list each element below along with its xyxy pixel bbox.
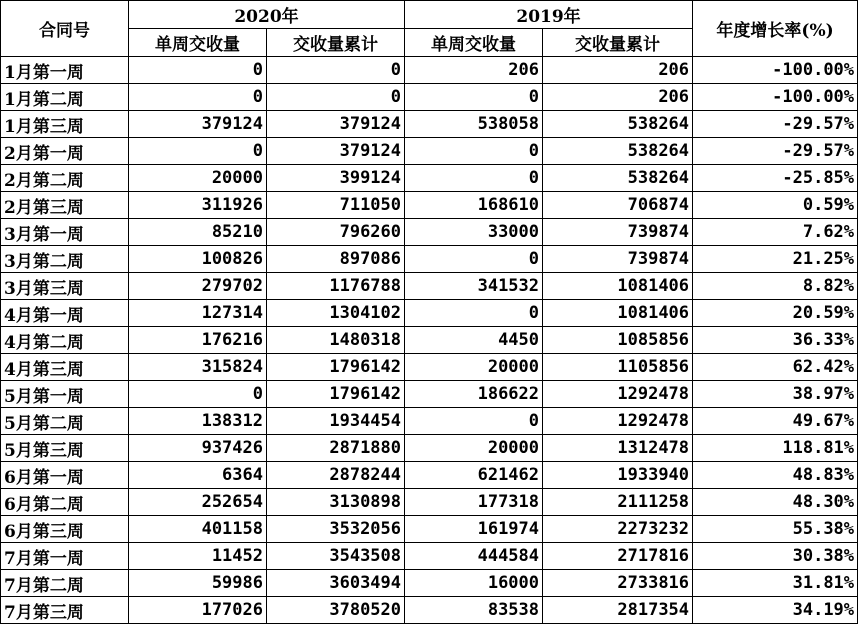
contract-cell[interactable]: 3月第三周: [1, 273, 129, 300]
contract-cell[interactable]: 4月第一周: [1, 300, 129, 327]
cumulative-2020-header[interactable]: 交收量累计: [267, 29, 405, 57]
weekly-2020-cell[interactable]: 401158: [129, 516, 267, 543]
table-row: [1, 381, 858, 408]
cumulative-2020-cell[interactable]: 3603494: [267, 570, 405, 597]
weekly-2020-cell[interactable]: 85210: [129, 219, 267, 246]
table-row: [1, 219, 858, 246]
contract-cell[interactable]: 7月第三周: [1, 597, 129, 624]
cumulative-2020-cell[interactable]: 2871880: [267, 435, 405, 462]
cumulative-2019-cell[interactable]: 2717816: [543, 543, 693, 570]
cumulative-2019-cell[interactable]: 1933940: [543, 462, 693, 489]
weekly-2020-cell[interactable]: 6364: [129, 462, 267, 489]
table-row: [1, 192, 858, 219]
weekly-2020-cell[interactable]: 379124: [129, 111, 267, 138]
weekly-2019-cell[interactable]: 83538: [405, 597, 543, 624]
cumulative-2020-cell[interactable]: 3780520: [267, 597, 405, 624]
weekly-2019-cell[interactable]: 341532: [405, 273, 543, 300]
cumulative-2019-cell[interactable]: 1081406: [543, 300, 693, 327]
growth-rate-cell[interactable]: 36.33%: [693, 327, 858, 354]
weekly-2019-cell[interactable]: 4450: [405, 327, 543, 354]
cumulative-2020-cell[interactable]: 1304102: [267, 300, 405, 327]
growth-rate-cell[interactable]: 62.42%: [693, 354, 858, 381]
weekly-2019-cell[interactable]: 0: [405, 408, 543, 435]
weekly-2019-cell[interactable]: 0: [405, 246, 543, 273]
weekly-2020-cell[interactable]: 937426: [129, 435, 267, 462]
cumulative-2020-cell[interactable]: 0: [267, 57, 405, 84]
table-row: [1, 597, 858, 624]
weekly-2020-cell[interactable]: 11452: [129, 543, 267, 570]
table-row: [1, 273, 858, 300]
growth-rate-cell[interactable]: 34.19%: [693, 597, 858, 624]
cumulative-2020-cell[interactable]: 796260: [267, 219, 405, 246]
cumulative-2020-cell[interactable]: 2878244: [267, 462, 405, 489]
weekly-2019-cell[interactable]: 0: [405, 165, 543, 192]
cumulative-2019-cell[interactable]: 206: [543, 57, 693, 84]
cumulative-2019-cell[interactable]: 1085856: [543, 327, 693, 354]
contract-cell[interactable]: 5月第二周: [1, 408, 129, 435]
cumulative-2020-cell[interactable]: 897086: [267, 246, 405, 273]
weekly-2019-cell[interactable]: 0: [405, 300, 543, 327]
contract-column-header[interactable]: 合同号: [1, 1, 129, 57]
weekly-2019-cell[interactable]: 444584: [405, 543, 543, 570]
cumulative-2019-cell[interactable]: 1312478: [543, 435, 693, 462]
growth-rate-cell[interactable]: 21.25%: [693, 246, 858, 273]
cumulative-2019-cell[interactable]: 1292478: [543, 408, 693, 435]
contract-cell[interactable]: 3月第二周: [1, 246, 129, 273]
growth-rate-cell[interactable]: 48.83%: [693, 462, 858, 489]
weekly-2020-cell[interactable]: 20000: [129, 165, 267, 192]
weekly-2019-cell[interactable]: 621462: [405, 462, 543, 489]
year-2020-header[interactable]: 2020年: [129, 1, 405, 29]
cumulative-2019-cell[interactable]: 739874: [543, 246, 693, 273]
weekly-2019-cell[interactable]: 161974: [405, 516, 543, 543]
contract-cell[interactable]: 2月第三周: [1, 192, 129, 219]
weekly-2019-cell[interactable]: 168610: [405, 192, 543, 219]
weekly-2020-cell[interactable]: 315824: [129, 354, 267, 381]
table-row: [1, 435, 858, 462]
contract-cell[interactable]: 2月第二周: [1, 165, 129, 192]
cumulative-2019-cell[interactable]: 2817354: [543, 597, 693, 624]
weekly-2020-cell[interactable]: 59986: [129, 570, 267, 597]
contract-cell[interactable]: 4月第三周: [1, 354, 129, 381]
table-row: [1, 570, 858, 597]
table-row: [1, 408, 858, 435]
cumulative-2019-cell[interactable]: 739874: [543, 219, 693, 246]
growth-rate-cell[interactable]: 31.81%: [693, 570, 858, 597]
cumulative-2020-cell[interactable]: 1176788: [267, 273, 405, 300]
contract-cell[interactable]: 1月第一周: [1, 57, 129, 84]
cumulative-2019-cell[interactable]: 1081406: [543, 273, 693, 300]
table-row: [1, 84, 858, 111]
cumulative-2020-cell[interactable]: 379124: [267, 111, 405, 138]
growth-rate-cell[interactable]: 30.38%: [693, 543, 858, 570]
cumulative-2020-cell[interactable]: 1934454: [267, 408, 405, 435]
contract-cell[interactable]: 6月第二周: [1, 489, 129, 516]
growth-rate-cell[interactable]: 20.59%: [693, 300, 858, 327]
table-row: [1, 111, 858, 138]
growth-rate-cell[interactable]: 48.30%: [693, 489, 858, 516]
cumulative-2020-cell[interactable]: 399124: [267, 165, 405, 192]
cumulative-2019-cell[interactable]: 2111258: [543, 489, 693, 516]
growth-rate-cell[interactable]: -29.57%: [693, 111, 858, 138]
growth-rate-cell[interactable]: -100.00%: [693, 84, 858, 111]
weekly-2020-cell[interactable]: 0: [129, 138, 267, 165]
table-row: [1, 246, 858, 273]
table-row: [1, 543, 858, 570]
weekly-2020-cell[interactable]: 100826: [129, 246, 267, 273]
growth-rate-cell[interactable]: -29.57%: [693, 138, 858, 165]
cumulative-2020-cell[interactable]: 3130898: [267, 489, 405, 516]
contract-cell[interactable]: 7月第一周: [1, 543, 129, 570]
cumulative-2019-cell[interactable]: 206: [543, 84, 693, 111]
growth-rate-cell[interactable]: 7.62%: [693, 219, 858, 246]
cumulative-2020-cell[interactable]: 3543508: [267, 543, 405, 570]
growth-rate-cell[interactable]: -25.85%: [693, 165, 858, 192]
growth-rate-cell[interactable]: 38.97%: [693, 381, 858, 408]
cumulative-2019-cell[interactable]: 1105856: [543, 354, 693, 381]
table-header: [1, 1, 858, 57]
table-row: [1, 138, 858, 165]
weekly-2019-cell[interactable]: 206: [405, 57, 543, 84]
cumulative-2020-cell[interactable]: 1796142: [267, 381, 405, 408]
cumulative-2019-cell[interactable]: 1292478: [543, 381, 693, 408]
cumulative-2019-header[interactable]: 交收量累计: [543, 29, 693, 57]
header-row-years: [1, 1, 858, 29]
cumulative-2019-cell[interactable]: 706874: [543, 192, 693, 219]
weekly-2019-cell[interactable]: 0: [405, 84, 543, 111]
cumulative-2019-cell[interactable]: 2273232: [543, 516, 693, 543]
table-row: [1, 327, 858, 354]
cumulative-2019-cell[interactable]: 538264: [543, 165, 693, 192]
contract-cell[interactable]: 1月第二周: [1, 84, 129, 111]
contract-cell[interactable]: 4月第二周: [1, 327, 129, 354]
growth-rate-cell[interactable]: 0.59%: [693, 192, 858, 219]
weekly-2019-cell[interactable]: 538058: [405, 111, 543, 138]
weekly-2020-cell[interactable]: 138312: [129, 408, 267, 435]
weekly-2020-header[interactable]: 单周交收量: [129, 29, 267, 57]
cumulative-2020-cell[interactable]: 1796142: [267, 354, 405, 381]
weekly-2020-cell[interactable]: 0: [129, 57, 267, 84]
cumulative-2020-cell[interactable]: 1480318: [267, 327, 405, 354]
weekly-2019-header[interactable]: 单周交收量: [405, 29, 543, 57]
weekly-2019-cell[interactable]: 16000: [405, 570, 543, 597]
cumulative-2020-cell[interactable]: 379124: [267, 138, 405, 165]
weekly-2019-cell[interactable]: 177318: [405, 489, 543, 516]
weekly-2020-cell[interactable]: 311926: [129, 192, 267, 219]
contract-cell[interactable]: 3月第一周: [1, 219, 129, 246]
table-row: [1, 516, 858, 543]
contract-cell[interactable]: 1月第三周: [1, 111, 129, 138]
table-row: [1, 57, 858, 84]
table-row: [1, 165, 858, 192]
weekly-2019-cell[interactable]: 0: [405, 138, 543, 165]
weekly-2020-cell[interactable]: 0: [129, 84, 267, 111]
cumulative-2019-cell[interactable]: 538264: [543, 111, 693, 138]
weekly-2020-cell[interactable]: 177026: [129, 597, 267, 624]
cumulative-2019-cell[interactable]: 538264: [543, 138, 693, 165]
cumulative-2020-cell[interactable]: 3532056: [267, 516, 405, 543]
weekly-2020-cell[interactable]: 279702: [129, 273, 267, 300]
contract-cell[interactable]: 2月第一周: [1, 138, 129, 165]
weekly-2019-cell[interactable]: 20000: [405, 354, 543, 381]
contract-cell[interactable]: 5月第一周: [1, 381, 129, 408]
weekly-2020-cell[interactable]: 0: [129, 381, 267, 408]
growth-column-header[interactable]: 年度增长率(%): [693, 1, 858, 57]
growth-rate-cell[interactable]: 118.81%: [693, 435, 858, 462]
cumulative-2019-cell[interactable]: 2733816: [543, 570, 693, 597]
contract-cell[interactable]: 6月第一周: [1, 462, 129, 489]
cumulative-2020-cell[interactable]: 0: [267, 84, 405, 111]
weekly-2019-cell[interactable]: 186622: [405, 381, 543, 408]
weekly-2019-cell[interactable]: 33000: [405, 219, 543, 246]
contract-cell[interactable]: 7月第二周: [1, 570, 129, 597]
weekly-2019-cell[interactable]: 20000: [405, 435, 543, 462]
table-row: [1, 354, 858, 381]
weekly-2020-cell[interactable]: 127314: [129, 300, 267, 327]
cumulative-2020-cell[interactable]: 711050: [267, 192, 405, 219]
growth-rate-cell[interactable]: -100.00%: [693, 57, 858, 84]
growth-rate-cell[interactable]: 49.67%: [693, 408, 858, 435]
table-body: [1, 57, 858, 624]
growth-rate-cell[interactable]: 8.82%: [693, 273, 858, 300]
table-row: [1, 489, 858, 516]
weekly-2020-cell[interactable]: 176216: [129, 327, 267, 354]
weekly-2020-cell[interactable]: 252654: [129, 489, 267, 516]
growth-rate-cell[interactable]: 55.38%: [693, 516, 858, 543]
contract-cell[interactable]: 6月第三周: [1, 516, 129, 543]
table-row: [1, 300, 858, 327]
contract-cell[interactable]: 5月第三周: [1, 435, 129, 462]
year-2019-header[interactable]: 2019年: [405, 1, 693, 29]
table-row: [1, 462, 858, 489]
